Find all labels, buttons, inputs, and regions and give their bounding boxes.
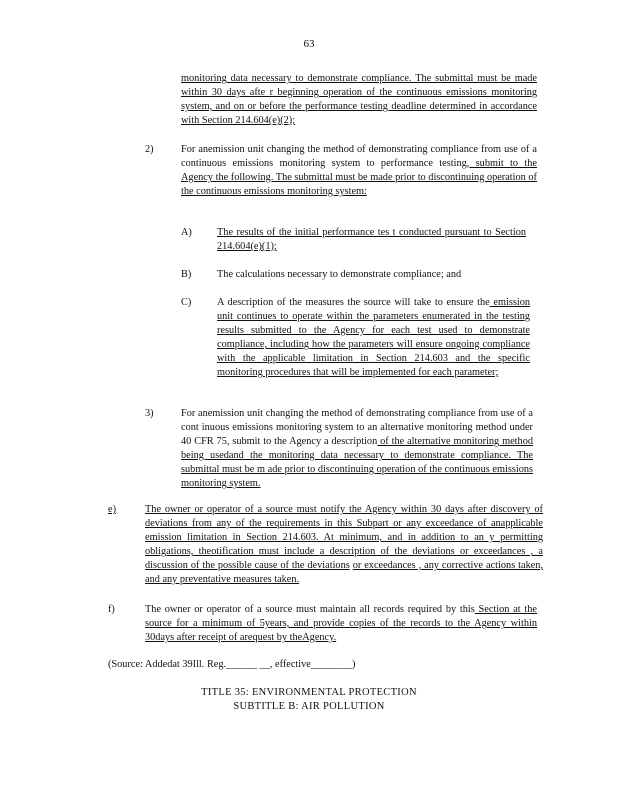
item-e-text (145, 503, 543, 587)
item-2b-text: The calculations necessary to demonstrate compliance; and (217, 269, 462, 280)
item-e-part1: The owner or operator of a source must notify the Agency within 30 days after discovery of deviations from any of the requirements in this Subpart or any exceedance of anapplicable emission limitation in Section 214.603. At minimum, and in addition to an y permitting obligations, theotification must include a description of the deviations or exceedances , a discussion of the possible cause of the deviations (145, 504, 543, 571)
item-f-label: f) (108, 604, 115, 615)
item-2a-label: A) (181, 227, 192, 238)
item-2-underlined: submit to the Agency the following. The submittal must be made prior to discontinuing operation of the continuous emissions monitoring system: (181, 158, 537, 197)
item-2c-text (217, 296, 530, 380)
item-2-plain: For anemission unit changing the method of demonstrating compliance from use of a continuous emissions monitoring system to performance testing, (181, 144, 537, 169)
item-e-part2: any corrective actions taken, and any preventative measures taken. (145, 560, 544, 585)
item-2b-label: B) (181, 269, 192, 280)
item-2a-text: The results of the initial performance tes t conducted pursuant to Section 214.604(e)(1); (217, 227, 526, 252)
item-f-underlined: Section at the source for a minimum of 5years, and provide copies of the records to the Agency within 30days after receipt of arequest by theAgency. (145, 604, 537, 643)
item-f-plain: The owner or operator of a source must maintain all records required by this (145, 604, 475, 615)
item-2c-label: C) (181, 297, 192, 308)
item-3-label: 3) (145, 408, 154, 419)
footer-subtitle: SUBTITLE B: AIR POLLUTION (233, 701, 385, 712)
footer-title: TITLE 35: ENVIRONMENTAL PROTECTION (201, 687, 417, 698)
item-f-text (145, 603, 537, 645)
item-3-underlined: of the alternative monitoring method being usedand the monitoring data necessary to demonstrate compliance. The submittal must be m ade prior to discontinuing operation of the continuous emissions monitoring system. (181, 436, 533, 489)
item-2c-plain: A description of the measures the source will take to ensure the (217, 297, 490, 308)
item-2-label: 2) (145, 144, 154, 155)
source-note: (Source: Addedat 39Ill. Reg.______ __, effective________) (108, 659, 356, 670)
page-number: 63 (303, 38, 315, 50)
item-3-text (181, 407, 533, 491)
item-2c-underlined: emission unit continues to operate within the parameters enumerated in the testing results submitted to the Agency for each test used to demonstrate compliance, including how the parameters will ensure ongoing compliance with the applicable limitation in Section 214.603 and the specific monitoring procedures that will be implemented for each parameter; (217, 297, 530, 378)
continuation-paragraph: monitoring data necessary to demonstrate compliance. The submittal must be made within 30 days afte r beginning operation of the continuous emissions monitoring system, and on or before the performance testing deadline determined in accordance with Section 214.604(e)(2); (181, 73, 537, 126)
item-e-underlined-mid: or exceedances , (352, 560, 422, 571)
item-3-plain: For anemission unit changing the method of demonstrating compliance from use of a cont inuous emissions monitoring system to an alternative monitoring method under 40 CFR 75, submit to the Agency a description (181, 408, 533, 447)
item-2-text (181, 143, 537, 199)
item-e-label: e) (108, 504, 116, 515)
